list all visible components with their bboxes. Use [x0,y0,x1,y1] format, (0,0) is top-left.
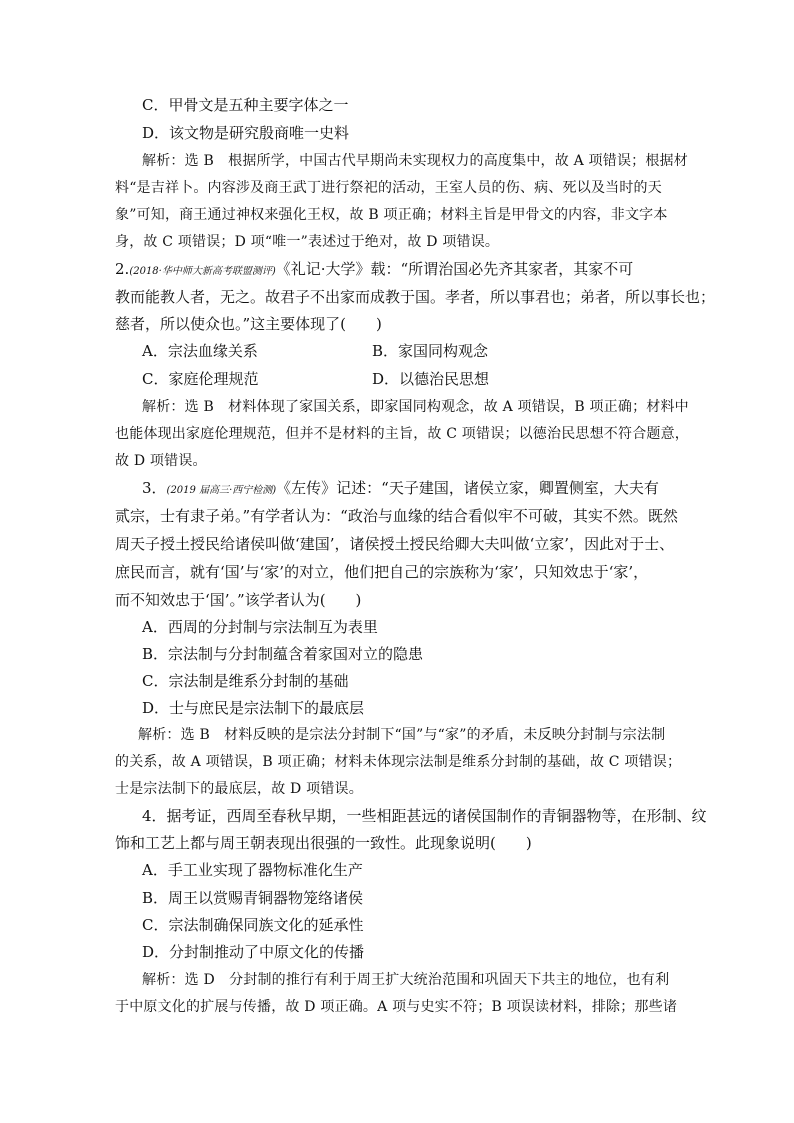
q4-stem-line: 4．据考证，西周至春秋早期，一些相距甚远的诸侯国制作的青铜器物等，在形制、纹 [142,807,707,825]
q3-analysis-line: 的关系，故 A 项错误，B 项正确；材料未体现宗法制是维系分封制的基础，故 C 项错误； [115,754,682,770]
q3-analysis-line: 解析：选 B 材料反映的是宗法分封制下“国”与“家”的矛盾，未反映分封制与宗法制 [138,727,666,743]
q2-analysis-line: 故 D 项错误。 [115,453,207,469]
q2-stem-line: 教而能教人者，无之。故君子不出家而成教于国。孝者，所以事君也；弟者，所以事长也； [115,288,716,306]
q3-stem-line [142,478,659,501]
q2-stem-line [115,259,633,282]
q1-analysis-line: 象”可知，商王通过神权来强化王权，故 B 项正确；材料主旨是甲骨文的内容，非文字本 [115,207,668,223]
q3-option-d: D．士与庶民是宗法制下的最底层 [142,699,365,717]
q3-option-a: A．西周的分封制与宗法制互为表里 [142,618,378,636]
q2-stem-line: 慈者，所以使众也。”这主要体现了( ) [115,315,382,333]
q2-source: (2018·华中师大新高考联盟测评) [129,266,276,277]
q3-option-c: C．宗法制是维系分封制的基础 [142,672,349,690]
q2-option-a: A．宗法血缘关系 [142,342,258,360]
q3-stem-text: 《左传》记述：“天子建国，诸侯立家，卿置侧室，大夫有 [276,479,659,497]
q3-stem-line: 庶民而言，就有‘国’与‘家’的对立，他们把自己的宗族称为‘家’，只知效忠于‘家’， [115,563,649,581]
q3-stem-line: 贰宗，士有隶子弟。”有学者认为：“政治与血缘的结合看似牢不可破，其实不然。既然 [115,507,678,525]
q3-option-b: B．宗法制与分封制蕴含着家国对立的隐患 [142,645,424,663]
q4-option-b: B．周王以赏赐青铜器物笼络诸侯 [142,889,364,907]
q3-stem-line: 而不知效忠于‘国’。”该学者认为( ) [115,591,362,609]
q4-analysis-line: 于中原文化的扩展与传播，故 D 项正确。A 项与史实不符；B 项误读材料，排除；那些诸 [115,999,678,1015]
q2-stem-text: 《礼记·大学》载：“所谓治国必先齐其家者，其家不可 [275,260,634,278]
q1-analysis-line: 身，故 C 项错误；D 项“唯一”表述过于绝对，故 D 项错误。 [115,234,500,250]
q2-analysis-line: 也能体现出家庭伦理规范，但并不是材料的主旨，故 C 项错误；以德治民思想不符合题意， [115,426,690,442]
q4-option-a: A．手工业实现了器物标准化生产 [142,861,363,879]
q1-option-c: C．甲骨文是五种主要字体之一 [142,96,349,114]
q3-stem-line: 周天子授土授民给诸侯叫做‘建国’，诸侯授土授民给卿大夫叫做‘立家’，因此对于士、 [115,535,675,553]
q4-analysis-line: 解析：选 D 分封制的推行有利于周王扩大统治范围和巩固天下共主的地位，也有利 [142,972,670,988]
q2-number: 2. [115,260,130,278]
q3-source: (2019 届高三·西宁检测) [166,485,277,496]
q4-option-c: C．宗法制确保同族文化的延承性 [142,916,364,934]
q3-analysis-line: 士是宗法制下的最底层，故 D 项错误。 [115,781,363,797]
q1-analysis-line: 料“是吉祥卜。内容涉及商王武丁进行祭祀的活动，王室人员的伤、病、死以及当时的天 [115,180,662,196]
q2-option-c: C．家庭伦理规范 [142,370,259,388]
q1-option-d: D．该文物是研究殷商唯一史料 [142,124,350,142]
q2-option-d: D．以德治民思想 [372,370,490,388]
q2-analysis-line: 解析：选 B 材料体现了家国关系，即家国同构观念，故 A 项错误，B 项正确；材料中 [142,399,689,415]
q2-option-b: B．家国同构观念 [372,342,489,360]
q3-number: 3． [142,479,167,497]
q4-stem-line: 饰和工艺上都与周王朝表现出很强的一致性。此现象说明( ) [115,834,532,852]
q4-option-d: D．分封制推动了中原文化的传播 [142,943,365,961]
q1-analysis-line: 解析：选 B 根据所学，中国古代早期尚未实现权力的高度集中，故 A 项错误；根据材 [142,153,688,169]
